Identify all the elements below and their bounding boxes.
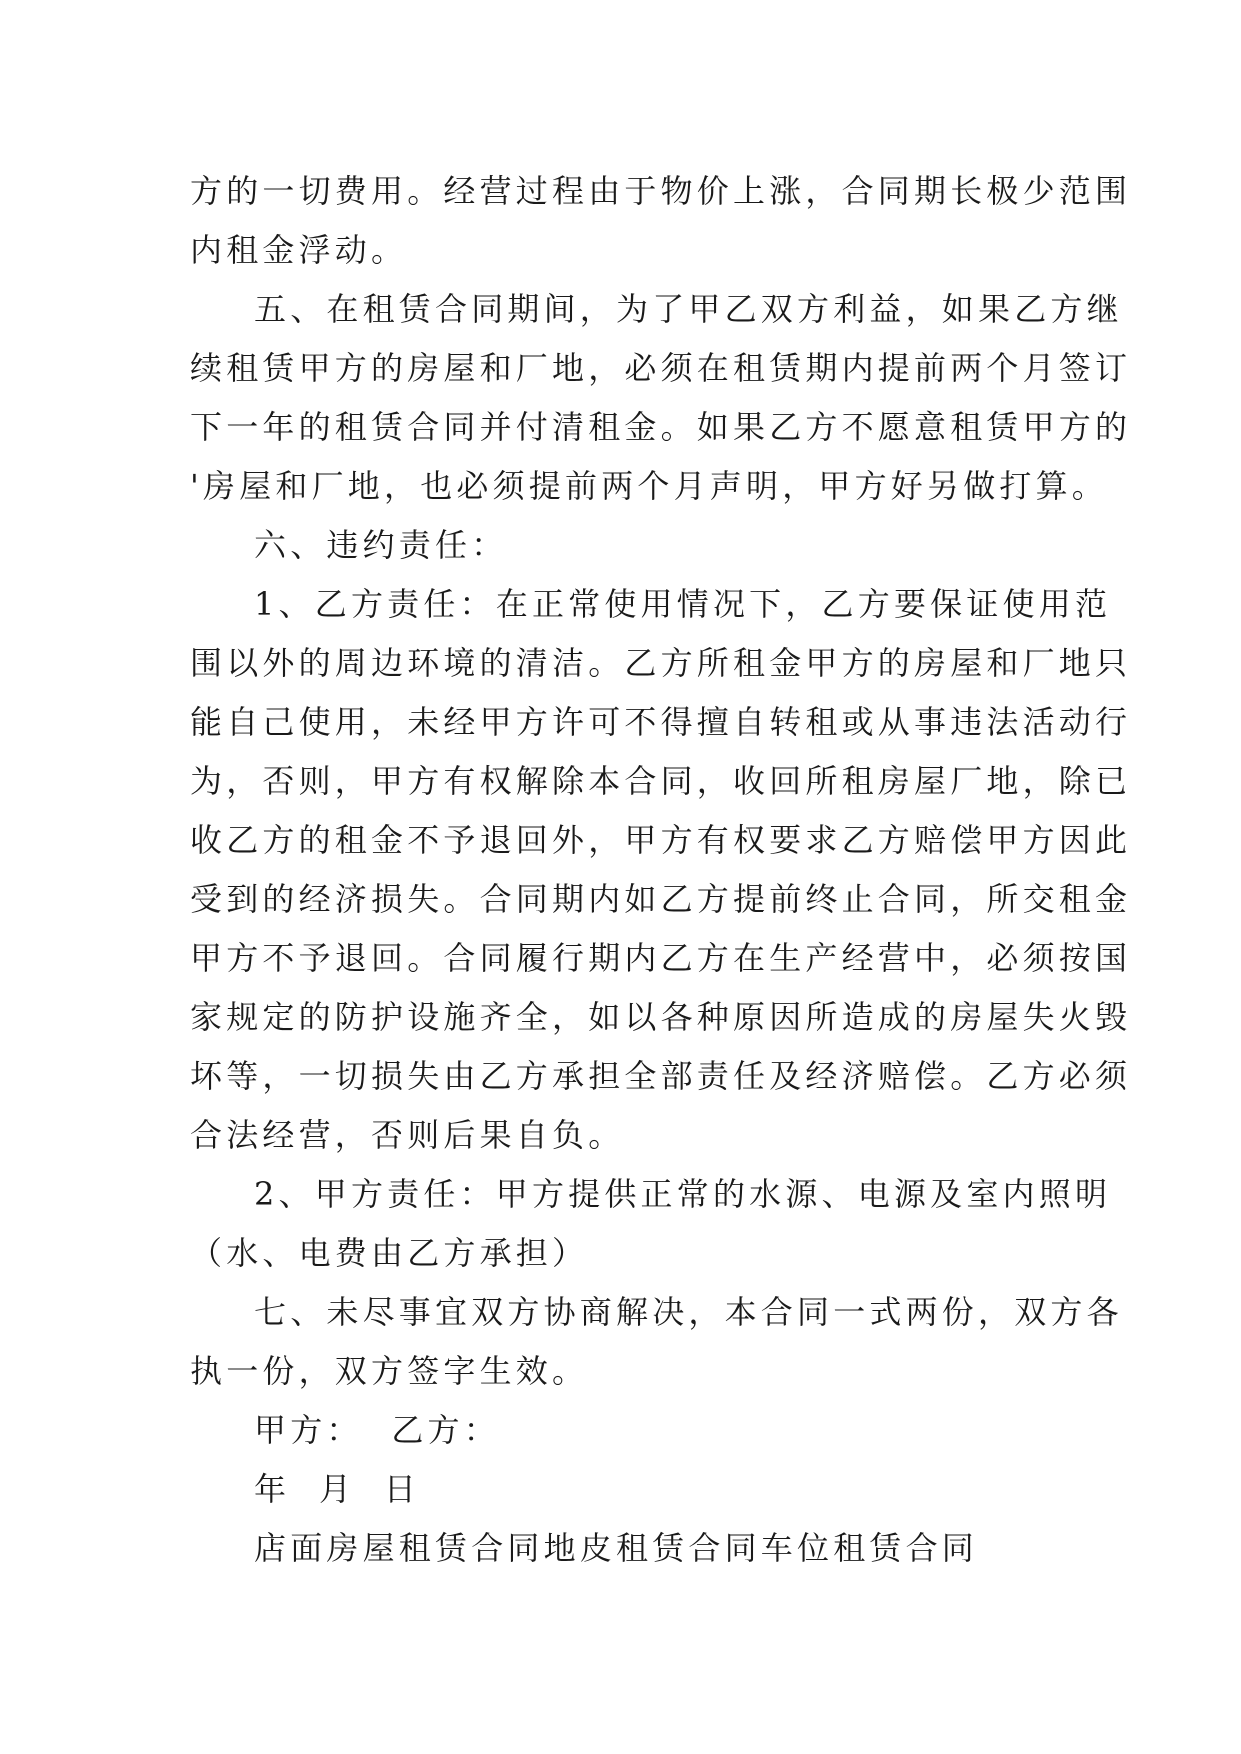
clause-heading-5: 五、在租赁合同期间，为了甲乙双方利益，如果乙方继 xyxy=(254,290,1123,328)
related-titles: 店面房屋租赁合同地皮租赁合同车位租赁合同 xyxy=(254,1529,979,1567)
clause-heading-7: 七、未尽事宜双方协商解决，本合同一式两份，双方各 xyxy=(254,1293,1123,1331)
text-line: 合法经营，否则后果自负。 xyxy=(190,1116,625,1154)
sub-clause-2: 2、甲方责任：甲方提供正常的水源、电源及室内照明 xyxy=(254,1175,1112,1213)
text-line: 能自己使用，未经甲方许可不得擅自转租或从事违法活动行 xyxy=(190,703,1132,741)
text-line: 执一份，双方签字生效。 xyxy=(190,1352,589,1390)
text-line: 方的一切费用。经营过程由于物价上涨，合同期长极少范围 xyxy=(190,172,1132,210)
sub-clause-1: 1、乙方责任：在正常使用情况下，乙方要保证使用范 xyxy=(254,585,1112,623)
text-line: 家规定的防护设施齐全，如以各种原因所造成的房屋失火毁 xyxy=(190,998,1132,1036)
text-line: 受到的经济损失。合同期内如乙方提前终止合同，所交租金 xyxy=(190,880,1132,918)
text-line: 围以外的周边环境的清洁。乙方所租金甲方的房屋和厂地只 xyxy=(190,644,1132,682)
text-line: 坏等，一切损失由乙方承担全部责任及经济赔偿。乙方必须 xyxy=(190,1057,1132,1095)
clause-heading-6: 六、违约责任： xyxy=(254,526,508,564)
text-line: 为，否则，甲方有权解除本合同，收回所租房屋厂地，除已 xyxy=(190,762,1132,800)
text-line: 收乙方的租金不予退回外，甲方有权要求乙方赔偿甲方因此 xyxy=(190,821,1132,859)
document-body xyxy=(190,162,1132,1578)
text-line: 续租赁甲方的房屋和厂地，必须在租赁期内提前两个月签订 xyxy=(190,349,1132,387)
text-line: 内租金浮动。 xyxy=(190,231,408,269)
text-line: （水、电费由乙方承担） xyxy=(190,1234,589,1272)
signature-line: 甲方： 乙方： xyxy=(254,1411,500,1449)
date-line: 年 月 日 xyxy=(254,1470,421,1508)
text-line: '房屋和厂地，也必须提前两个月声明，甲方好另做打算。 xyxy=(190,467,1108,505)
text-line: 下一年的租赁合同并付清租金。如果乙方不愿意租赁甲方的 xyxy=(190,408,1132,446)
text-line: 甲方不予退回。合同履行期内乙方在生产经营中，必须按国 xyxy=(190,939,1132,977)
